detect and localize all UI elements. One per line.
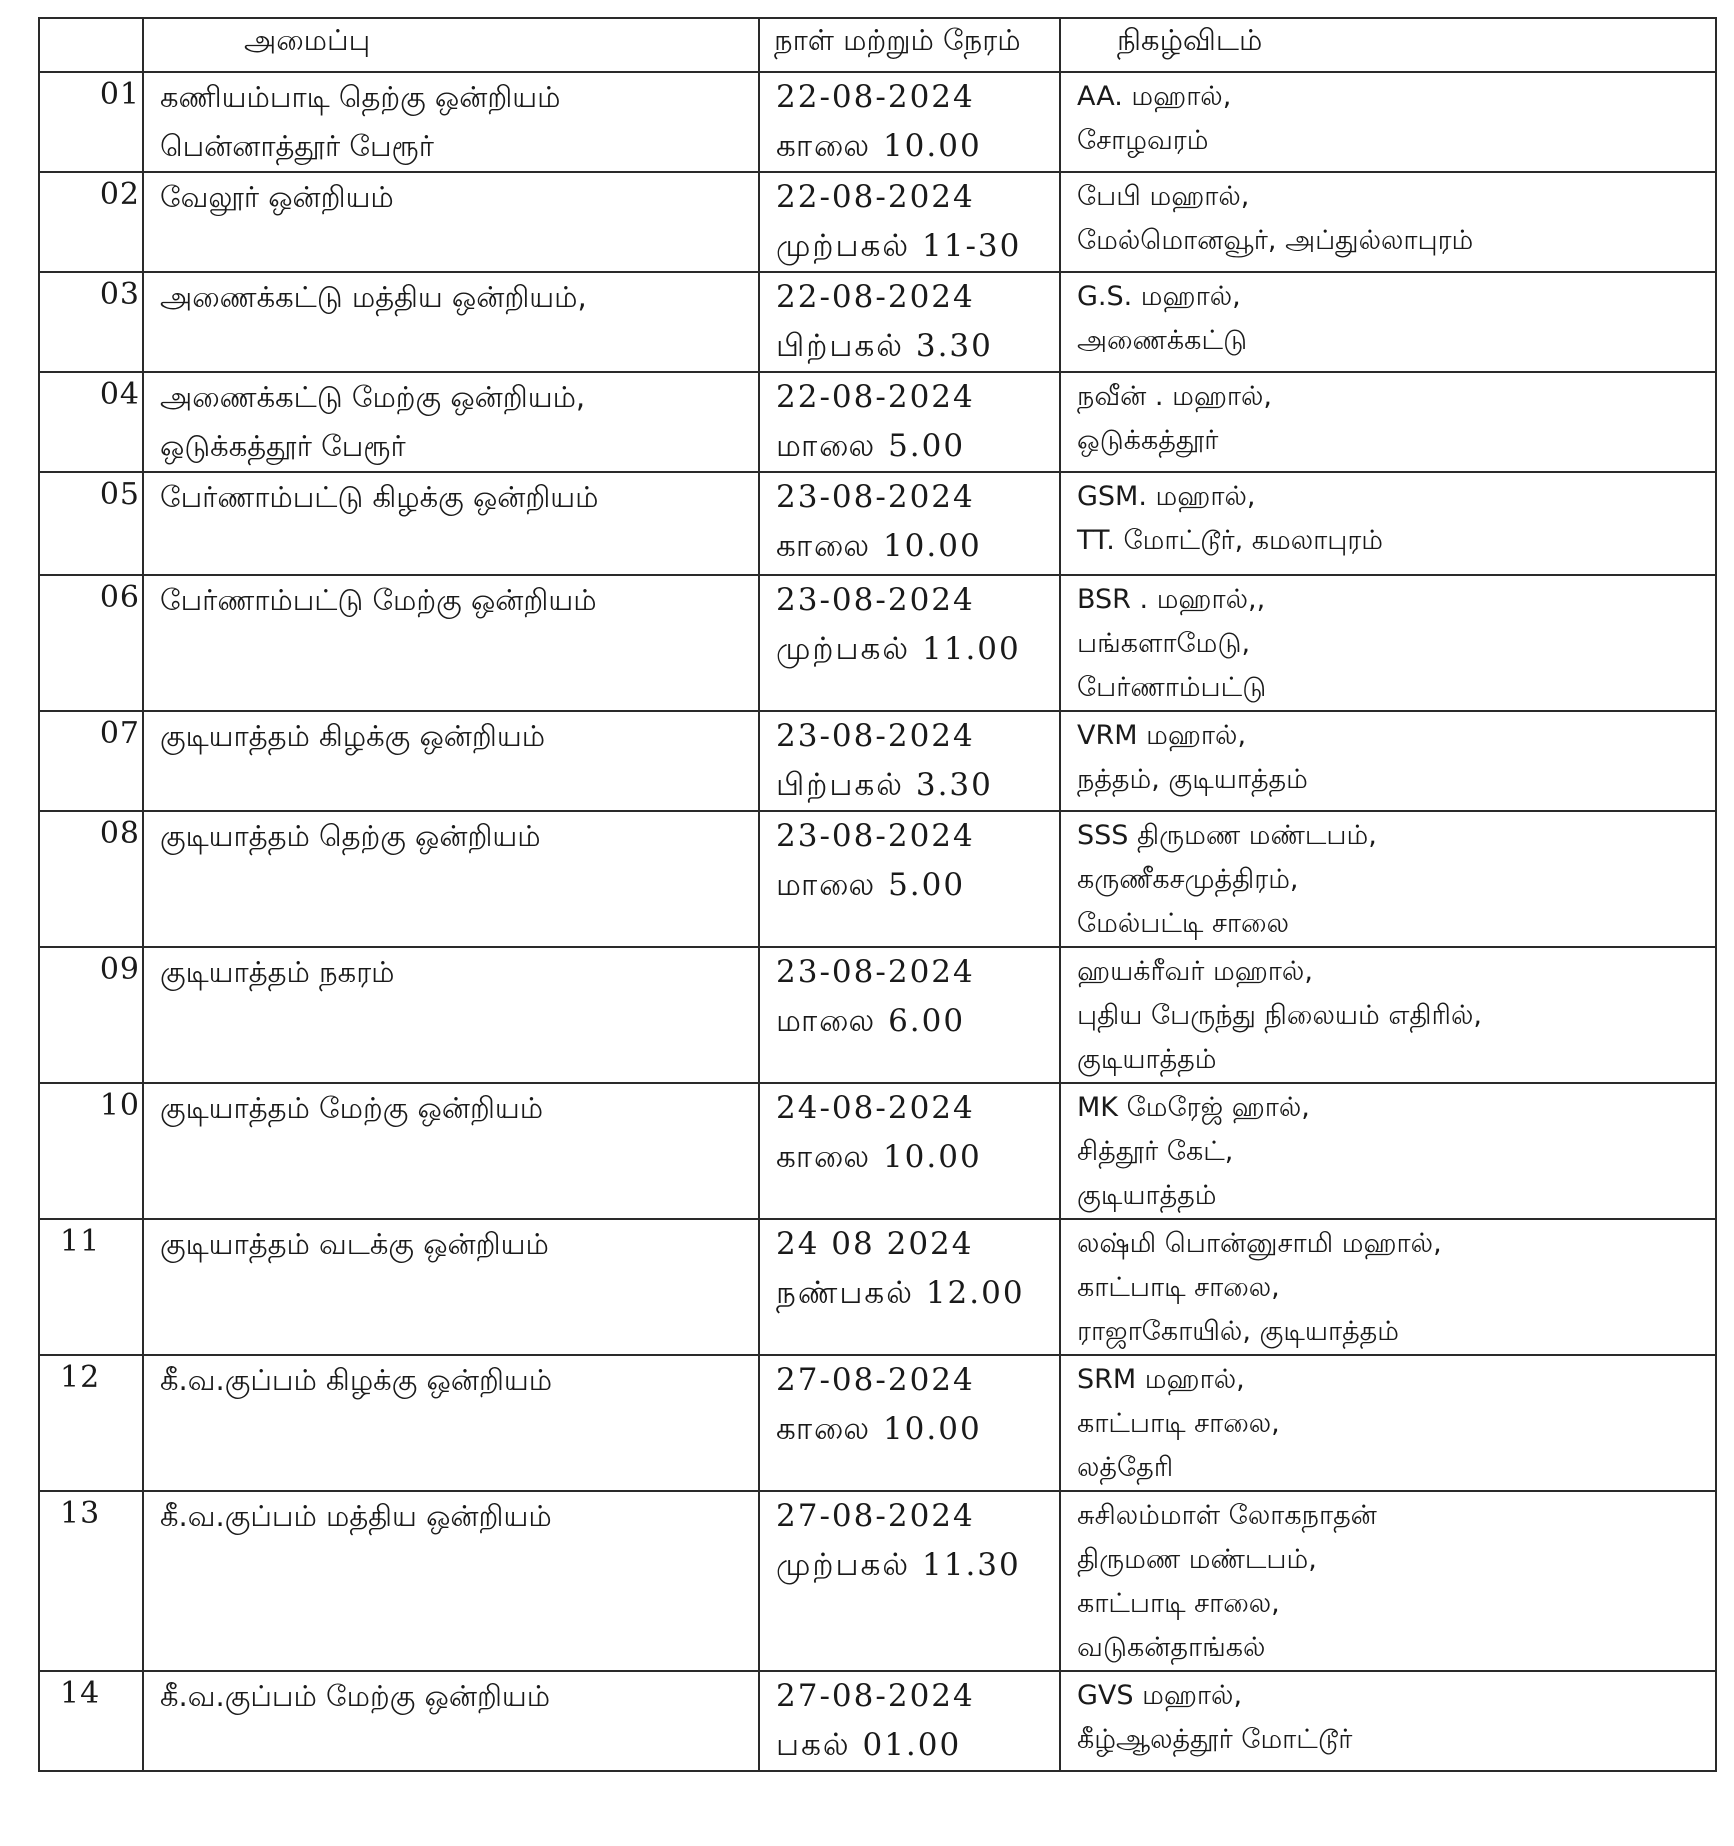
- venue-cell: [1060, 1355, 1716, 1491]
- table-body: [39, 72, 1716, 1771]
- organization-line: பென்னாத்தூர் பேரூர்: [160, 129, 434, 163]
- venue-line: சித்தூர் கேட்,: [1077, 1136, 1234, 1167]
- event-time: முற்பகல் 11.30: [776, 1547, 1021, 1583]
- event-date: 22-08-2024: [776, 79, 975, 115]
- venue-line: AA. மஹால்,: [1077, 81, 1232, 112]
- venue-line: GSM. மஹால்,: [1077, 481, 1256, 512]
- event-date: 22-08-2024: [776, 379, 975, 415]
- organization-line: குடியாத்தம் தெற்கு ஒன்றியம்: [160, 819, 541, 853]
- organization-line: அணைக்கட்டு மேற்கு ஒன்றியம்,: [160, 380, 586, 414]
- organization-line: கணியம்பாடி தெற்கு ஒன்றியம்: [160, 80, 561, 114]
- organization-cell: [143, 1355, 759, 1491]
- organization-line: குடியாத்தம் கிழக்கு ஒன்றியம்: [160, 719, 546, 753]
- table-row: [39, 811, 1716, 947]
- organization-cell: [143, 947, 759, 1083]
- organization-cell: [143, 575, 759, 711]
- venue-line: சோழவரம்: [1077, 125, 1209, 156]
- organization-cell: [143, 1491, 759, 1671]
- event-time: மாலை 5.00: [776, 428, 966, 464]
- event-date: 22-08-2024: [776, 279, 975, 315]
- row-number: 07: [39, 711, 143, 811]
- row-number: 03: [39, 272, 143, 372]
- venue-cell: [1060, 472, 1716, 575]
- datetime-cell: [759, 711, 1060, 811]
- venue-line: காட்பாடி சாலை,: [1077, 1272, 1280, 1303]
- venue-cell: [1060, 1083, 1716, 1219]
- table-row: [39, 711, 1716, 811]
- venue-cell: [1060, 1219, 1716, 1355]
- venue-line: பேர்ணாம்பட்டு: [1077, 672, 1267, 703]
- venue-line: G.S. மஹால்,: [1077, 281, 1241, 312]
- datetime-cell: [759, 372, 1060, 472]
- organization-cell: [143, 472, 759, 575]
- venue-line: நவீன் . மஹால்,: [1077, 381, 1273, 412]
- header-organization: அமைப்பு: [143, 18, 759, 72]
- row-number: 14: [39, 1671, 143, 1771]
- venue-line: BSR . மஹால்,,: [1077, 584, 1266, 615]
- event-date: 27-08-2024: [776, 1678, 975, 1714]
- venue-cell: [1060, 711, 1716, 811]
- event-date: 24-08-2024: [776, 1090, 975, 1126]
- event-time: காலை 10.00: [776, 1139, 982, 1175]
- table-row: [39, 372, 1716, 472]
- venue-line: TT. மோட்டூர், கமலாபுரம்: [1077, 525, 1384, 556]
- venue-line: பங்களாமேடு,: [1077, 628, 1251, 659]
- venue-line: GVS மஹால்,: [1077, 1680, 1243, 1711]
- datetime-cell: [759, 575, 1060, 711]
- row-number: 11: [39, 1219, 143, 1355]
- event-time: காலை 10.00: [776, 1411, 982, 1447]
- venue-line: SSS திருமண மண்டபம்,: [1077, 820, 1377, 851]
- event-time: மாலை 6.00: [776, 1003, 966, 1039]
- venue-line: மேல்மொனவூர், அப்துல்லாபுரம்: [1077, 225, 1474, 256]
- venue-cell: [1060, 172, 1716, 272]
- venue-line: ஹயக்ரீவர் மஹால்,: [1077, 956, 1313, 987]
- event-time: காலை 10.00: [776, 528, 982, 564]
- table-row: [39, 575, 1716, 711]
- venue-line: நத்தம், குடியாத்தம்: [1077, 764, 1308, 795]
- table-row: [39, 1219, 1716, 1355]
- event-date: 27-08-2024: [776, 1362, 975, 1398]
- row-number: 13: [39, 1491, 143, 1671]
- datetime-cell: [759, 811, 1060, 947]
- row-number: 02: [39, 172, 143, 272]
- datetime-cell: [759, 1219, 1060, 1355]
- venue-line: மேல்பட்டி சாலை: [1077, 908, 1289, 939]
- datetime-cell: [759, 1491, 1060, 1671]
- venue-line: அணைக்கட்டு: [1077, 325, 1248, 356]
- datetime-cell: [759, 72, 1060, 172]
- venue-line: கருணீகசமுத்திரம்,: [1077, 864, 1299, 895]
- organization-cell: [143, 811, 759, 947]
- table-row: [39, 172, 1716, 272]
- venue-cell: [1060, 372, 1716, 472]
- event-date: 24 08 2024: [776, 1226, 974, 1262]
- organization-line: ஒடுக்கத்தூர் பேரூர்: [160, 429, 406, 463]
- venue-line: லஷ்மி பொன்னுசாமி மஹால்,: [1077, 1228, 1442, 1259]
- row-number: 09: [39, 947, 143, 1083]
- organization-cell: [143, 72, 759, 172]
- table-row: [39, 272, 1716, 372]
- datetime-cell: [759, 1355, 1060, 1491]
- row-number: 12: [39, 1355, 143, 1491]
- event-time: பிற்பகல் 3.30: [776, 767, 993, 803]
- venue-cell: [1060, 272, 1716, 372]
- organization-cell: [143, 272, 759, 372]
- venue-line: சுசிலம்மாள் லோகநாதன்: [1077, 1500, 1377, 1531]
- event-date: 22-08-2024: [776, 179, 975, 215]
- organization-cell: [143, 172, 759, 272]
- organization-line: வேலூர் ஒன்றியம்: [160, 180, 394, 214]
- organization-line: கீ.வ.குப்பம் மத்திய ஒன்றியம்: [160, 1499, 552, 1533]
- event-date: 23-08-2024: [776, 954, 975, 990]
- venue-cell: [1060, 811, 1716, 947]
- event-time: காலை 10.00: [776, 128, 982, 164]
- row-number: 05: [39, 472, 143, 575]
- meeting-schedule-table: [38, 17, 1717, 1772]
- datetime-cell: [759, 272, 1060, 372]
- row-number: 04: [39, 372, 143, 472]
- venue-cell: [1060, 575, 1716, 711]
- event-time: முற்பகல் 11.00: [776, 631, 1021, 667]
- datetime-cell: [759, 1083, 1060, 1219]
- organization-cell: [143, 372, 759, 472]
- datetime-cell: [759, 1671, 1060, 1771]
- event-time: நண்பகல் 12.00: [776, 1275, 1025, 1311]
- event-time: பகல் 01.00: [776, 1727, 962, 1763]
- event-time: பிற்பகல் 3.30: [776, 328, 993, 364]
- organization-cell: [143, 711, 759, 811]
- venue-cell: [1060, 1491, 1716, 1671]
- venue-line: பேபி மஹால்,: [1077, 181, 1250, 212]
- organization-line: குடியாத்தம் மேற்கு ஒன்றியம்: [160, 1091, 544, 1125]
- table-row: [39, 1671, 1716, 1771]
- event-date: 23-08-2024: [776, 818, 975, 854]
- venue-line: வடுகன்தாங்கல்: [1077, 1632, 1266, 1663]
- venue-line: ஒடுக்கத்தூர்: [1077, 425, 1219, 456]
- datetime-cell: [759, 472, 1060, 575]
- event-time: முற்பகல் 11-30: [776, 228, 1022, 264]
- event-date: 27-08-2024: [776, 1498, 975, 1534]
- row-number: 08: [39, 811, 143, 947]
- venue-line: லத்தேரி: [1077, 1452, 1174, 1483]
- header-number: [39, 18, 143, 72]
- event-time: மாலை 5.00: [776, 867, 966, 903]
- datetime-cell: [759, 947, 1060, 1083]
- venue-line: குடியாத்தம்: [1077, 1044, 1217, 1075]
- organization-cell: [143, 1083, 759, 1219]
- header-venue: நிகழ்விடம்: [1060, 18, 1716, 72]
- venue-line: காட்பாடி சாலை,: [1077, 1588, 1280, 1619]
- venue-cell: [1060, 947, 1716, 1083]
- venue-line: காட்பாடி சாலை,: [1077, 1408, 1280, 1439]
- header-datetime: நாள் மற்றும் நேரம்: [759, 18, 1060, 72]
- venue-cell: [1060, 72, 1716, 172]
- organization-line: குடியாத்தம் வடக்கு ஒன்றியம்: [160, 1227, 549, 1261]
- organization-cell: [143, 1219, 759, 1355]
- organization-line: அணைக்கட்டு மத்திய ஒன்றியம்,: [160, 280, 587, 314]
- organization-line: குடியாத்தம் நகரம்: [160, 955, 395, 989]
- event-date: 23-08-2024: [776, 718, 975, 754]
- venue-line: திருமண மண்டபம்,: [1077, 1544, 1317, 1575]
- venue-cell: [1060, 1671, 1716, 1771]
- organization-cell: [143, 1671, 759, 1771]
- venue-line: ராஜாகோயில், குடியாத்தம்: [1077, 1316, 1399, 1347]
- organization-line: பேர்ணாம்பட்டு கிழக்கு ஒன்றியம்: [160, 480, 599, 514]
- venue-line: SRM மஹால்,: [1077, 1364, 1245, 1395]
- row-number: 06: [39, 575, 143, 711]
- organization-line: கீ.வ.குப்பம் கிழக்கு ஒன்றியம்: [160, 1363, 553, 1397]
- datetime-cell: [759, 172, 1060, 272]
- venue-line: VRM மஹால்,: [1077, 720, 1247, 751]
- event-date: 23-08-2024: [776, 479, 975, 515]
- venue-line: கீழ்ஆலத்தூர் மோட்டூர்: [1077, 1724, 1353, 1755]
- table-row: [39, 947, 1716, 1083]
- venue-line: புதிய பேருந்து நிலையம் எதிரில்,: [1077, 1000, 1482, 1031]
- table-row: [39, 1355, 1716, 1491]
- table-row: [39, 472, 1716, 575]
- organization-line: பேர்ணாம்பட்டு மேற்கு ஒன்றியம்: [160, 583, 597, 617]
- row-number: 01: [39, 72, 143, 172]
- event-date: 23-08-2024: [776, 582, 975, 618]
- table-header-row: [39, 18, 1716, 72]
- venue-line: MK மேரேஜ் ஹால்,: [1077, 1092, 1310, 1123]
- venue-line: குடியாத்தம்: [1077, 1180, 1217, 1211]
- organization-line: கீ.வ.குப்பம் மேற்கு ஒன்றியம்: [160, 1679, 551, 1713]
- row-number: 10: [39, 1083, 143, 1219]
- table-row: [39, 1083, 1716, 1219]
- table-row: [39, 1491, 1716, 1671]
- table-row: [39, 72, 1716, 172]
